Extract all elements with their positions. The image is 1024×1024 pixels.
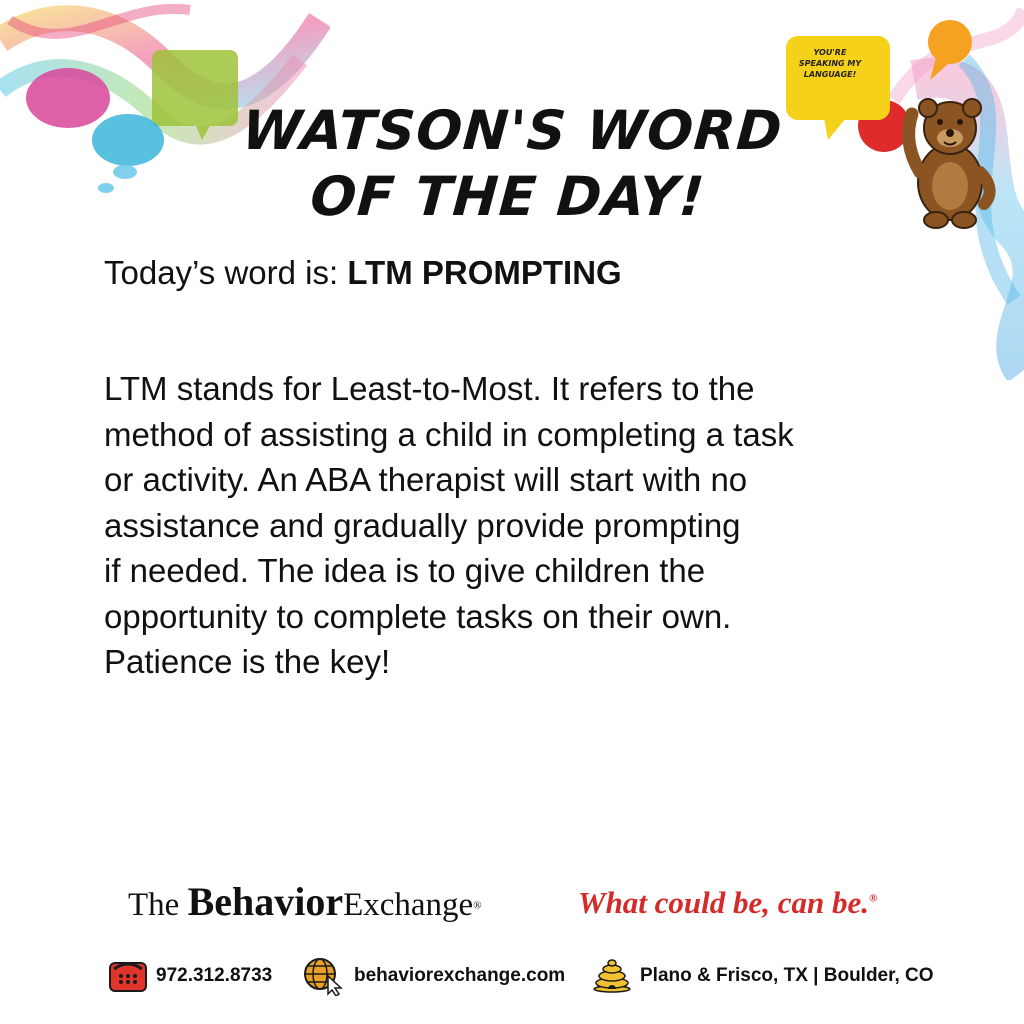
speech-bubble-text: YOU'RE SPEAKING MY LANGUAGE! xyxy=(798,48,862,79)
contact-locations xyxy=(592,958,934,994)
definition-line: assistance and gradually provide prompting xyxy=(104,506,741,544)
definition-line: method of assisting a child in completing a task xyxy=(104,415,794,453)
definition-line: Patience is the key! xyxy=(104,643,391,680)
definition-paragraph xyxy=(104,366,904,685)
definition-line: if needed. The idea is to give children the xyxy=(104,552,706,589)
definition-line: LTM stands for Least-to-Most. It refers to the xyxy=(104,370,755,407)
word-term: LTM PROMPTING xyxy=(347,254,622,291)
beehive-icon xyxy=(592,959,632,993)
title-line-2: OF THE DAY! xyxy=(308,165,708,229)
bear-mascot-icon xyxy=(900,92,1000,232)
brand-exchange: Exchange xyxy=(343,887,474,923)
title-line-1: WATSON'S WORD xyxy=(240,99,785,163)
brand-tagline xyxy=(578,885,877,921)
word-intro: Today’s word is: xyxy=(104,254,348,291)
tagline-text: What could be, can be. xyxy=(578,885,870,920)
brand-registered-mark: ® xyxy=(473,899,482,912)
brand-logo xyxy=(128,878,482,925)
contact-website[interactable] xyxy=(302,958,565,994)
definition-line: or activity. An ABA therapist will start with no xyxy=(104,461,748,498)
word-of-day-line xyxy=(104,254,622,292)
phone-number: 972.312.8733 xyxy=(156,965,273,986)
page-title xyxy=(185,98,834,230)
brand-behavior: Behavior xyxy=(187,879,344,924)
phone-icon xyxy=(108,959,148,993)
contact-phone[interactable] xyxy=(108,958,272,994)
tagline-registered-mark: ® xyxy=(869,892,878,905)
website-link[interactable]: behaviorexchange.com xyxy=(354,965,566,986)
globe-cursor-icon xyxy=(302,956,346,996)
brand-the: The xyxy=(128,887,188,923)
locations-text: Plano & Frisco, TX | Boulder, CO xyxy=(640,965,934,986)
definition-line: opportunity to complete tasks on their own. xyxy=(104,597,732,635)
